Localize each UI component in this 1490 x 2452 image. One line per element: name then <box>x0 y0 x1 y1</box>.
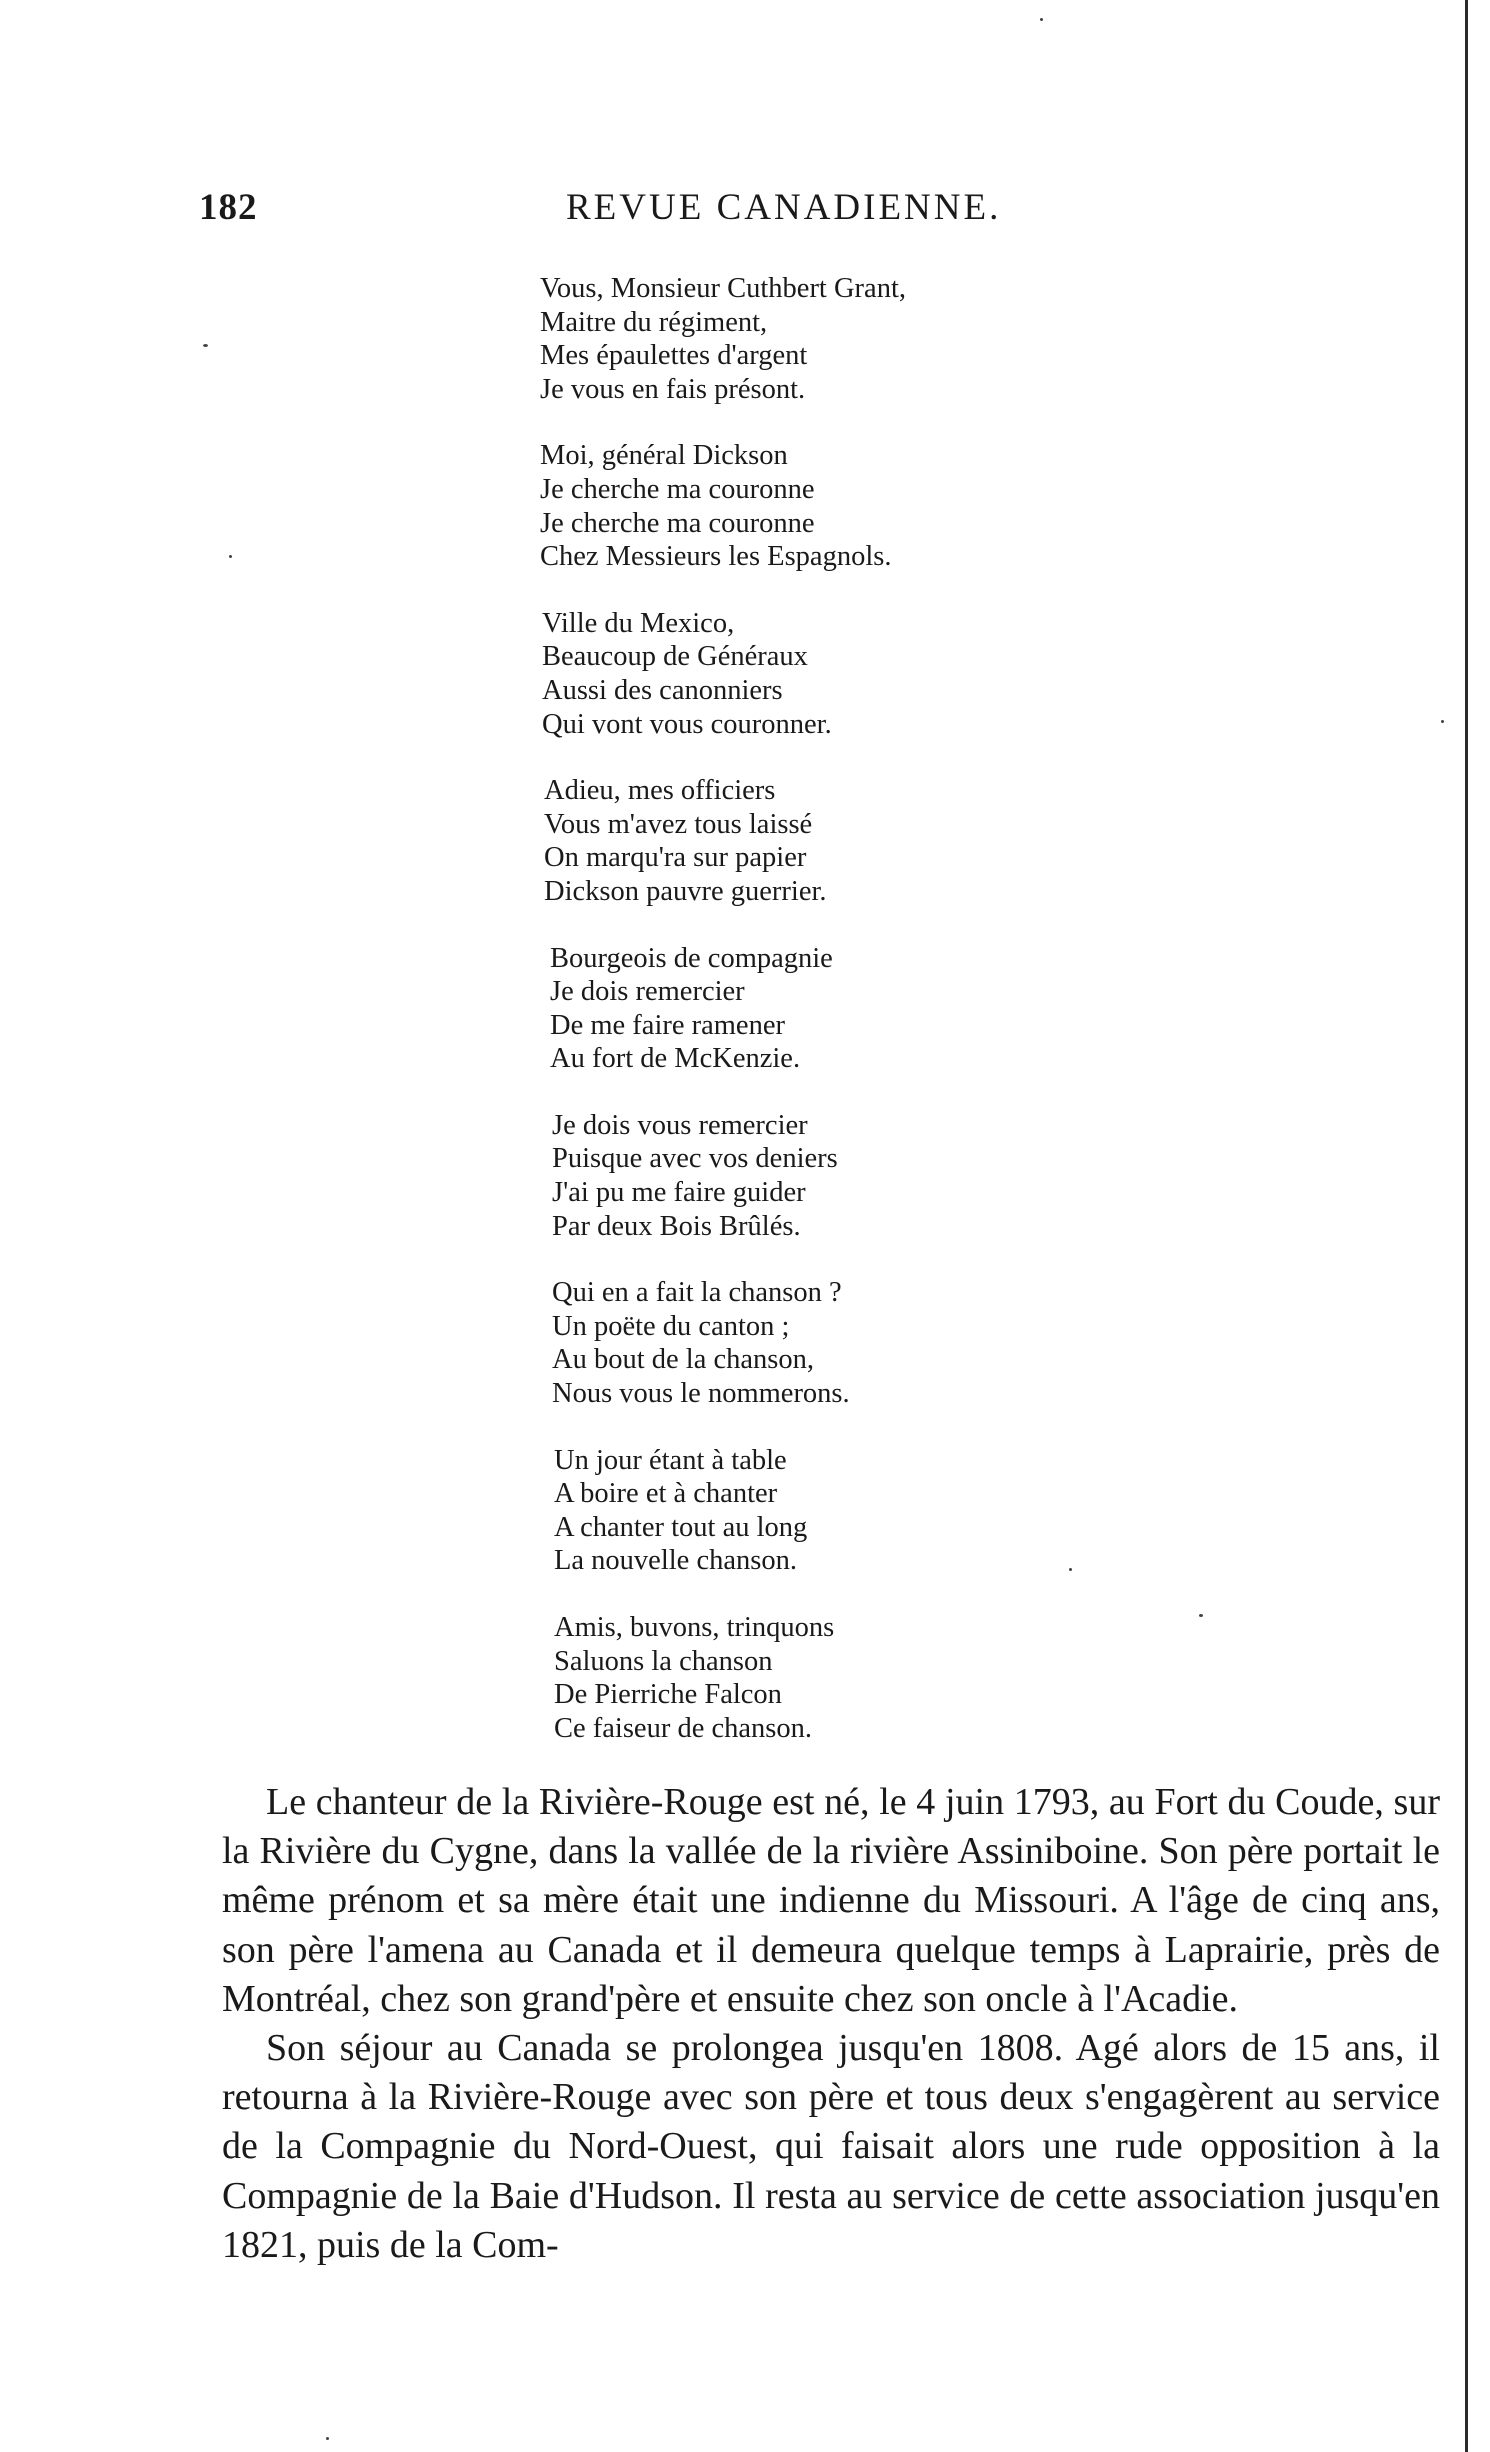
poem-line: Ville du Mexico, <box>542 607 735 639</box>
stanza <box>554 1611 1100 1745</box>
poem-line: Je dois remercier <box>550 976 745 1008</box>
running-title: REVUE CANADIENNE. <box>566 187 1002 228</box>
page-number: 182 <box>199 187 258 228</box>
poem-line: Qui vont vous couronner. <box>542 708 832 740</box>
poem-line: J'ai pu me faire guider <box>552 1177 806 1209</box>
poem-line: Mes épaulettes d'argent <box>540 340 808 372</box>
poem-line: Vous m'avez tous laissé <box>544 808 813 840</box>
poem-line: Chez Messieurs les Espagnols. <box>540 541 892 573</box>
poem-line: Moi, général Dickson <box>540 440 788 472</box>
stanza <box>540 272 1100 406</box>
stanza <box>554 1444 1100 1578</box>
stanza <box>552 1109 1100 1243</box>
poem-line: Maitre du régiment, <box>540 306 768 338</box>
poem-line: Dickson pauvre guerrier. <box>544 875 827 907</box>
stanza <box>552 1276 1100 1410</box>
print-speck <box>229 555 232 558</box>
print-speck <box>1040 18 1043 21</box>
print-speck <box>1441 720 1444 723</box>
poem-line: De me faire ramener <box>550 1009 785 1041</box>
poem-line: De Pierriche Falcon <box>554 1679 782 1711</box>
body-text <box>222 1778 1440 2270</box>
poem-line: Par deux Bois Brûlés. <box>552 1210 801 1242</box>
poem-line: Vous, Monsieur Cuthbert Grant, <box>540 273 906 304</box>
paragraph: Son séjour au Canada se prolongea jusqu'en 1808. Agé alors de 15 ans, il retourna à la Rivière-Rouge avec son père et tous deux s'engagèrent au service de la Compagnie du Nord-Ouest, qui faisait alors une rude opposition à la Compagnie de la Baie d'Hudson. Il resta au service de cette association jusqu'en 1821, puis de la Com- <box>222 2027 1440 2266</box>
print-speck <box>1199 1614 1203 1617</box>
poem-line: La nouvelle chanson. <box>554 1545 797 1577</box>
print-speck <box>203 344 208 347</box>
print-speck <box>1069 1568 1072 1571</box>
poem-line: Adieu, mes officiers <box>544 775 776 807</box>
poem-line: Un jour étant à table <box>554 1444 787 1476</box>
poem-line: Beaucoup de Généraux <box>542 641 808 673</box>
poem-line: Aussi des canonniers <box>542 674 783 706</box>
poem-line: Nous vous le nommerons. <box>552 1378 850 1410</box>
poem-line: Je cherche ma couronne <box>540 473 815 505</box>
stanza <box>540 439 1100 573</box>
poem-line: Je vous en fais présont. <box>540 373 806 405</box>
poem-line: Je cherche ma couronne <box>540 507 815 539</box>
poem-line: Amis, buvons, trinquons <box>554 1612 835 1643</box>
poem-line: Je dois vous remercier <box>552 1109 808 1141</box>
poem-line: Saluons la chanson <box>554 1645 773 1677</box>
poem-line: A chanter tout au long <box>554 1511 808 1543</box>
page-edge-rule <box>1465 0 1468 2452</box>
stanza <box>544 774 1100 908</box>
poem-line: Qui en a fait la chanson ? <box>552 1277 842 1309</box>
poem-line: Au fort de McKenzie. <box>550 1043 801 1075</box>
poem-line: Ce faiseur de chanson. <box>554 1712 812 1744</box>
poem-line: On marqu'ra sur papier <box>544 842 807 874</box>
poem-line: Puisque avec vos deniers <box>552 1143 838 1175</box>
print-speck <box>326 2437 329 2440</box>
stanza <box>550 942 1100 1076</box>
stanza <box>542 607 1100 741</box>
poem <box>540 272 1100 1778</box>
poem-line: A boire et à chanter <box>554 1478 778 1510</box>
poem-line: Un poëte du canton ; <box>552 1310 790 1342</box>
paragraph: Le chanteur de la Rivière-Rouge est né, le 4 juin 1793, au Fort du Coude, sur la Rivière du Cygne, dans la vallée de la rivière Assiniboine. Son père portait le même prénom et sa mère était une indienne du Missouri. A l'âge de cinq ans, son père l'amena au Canada et il demeura quelque temps à Laprairie, près de Montréal, chez son grand'père et ensuite chez son oncle à l'Acadie. <box>222 1781 1440 2020</box>
poem-line: Au bout de la chanson, <box>552 1344 814 1376</box>
poem-line: Bourgeois de compagnie <box>550 942 833 974</box>
page-header <box>0 186 1490 236</box>
